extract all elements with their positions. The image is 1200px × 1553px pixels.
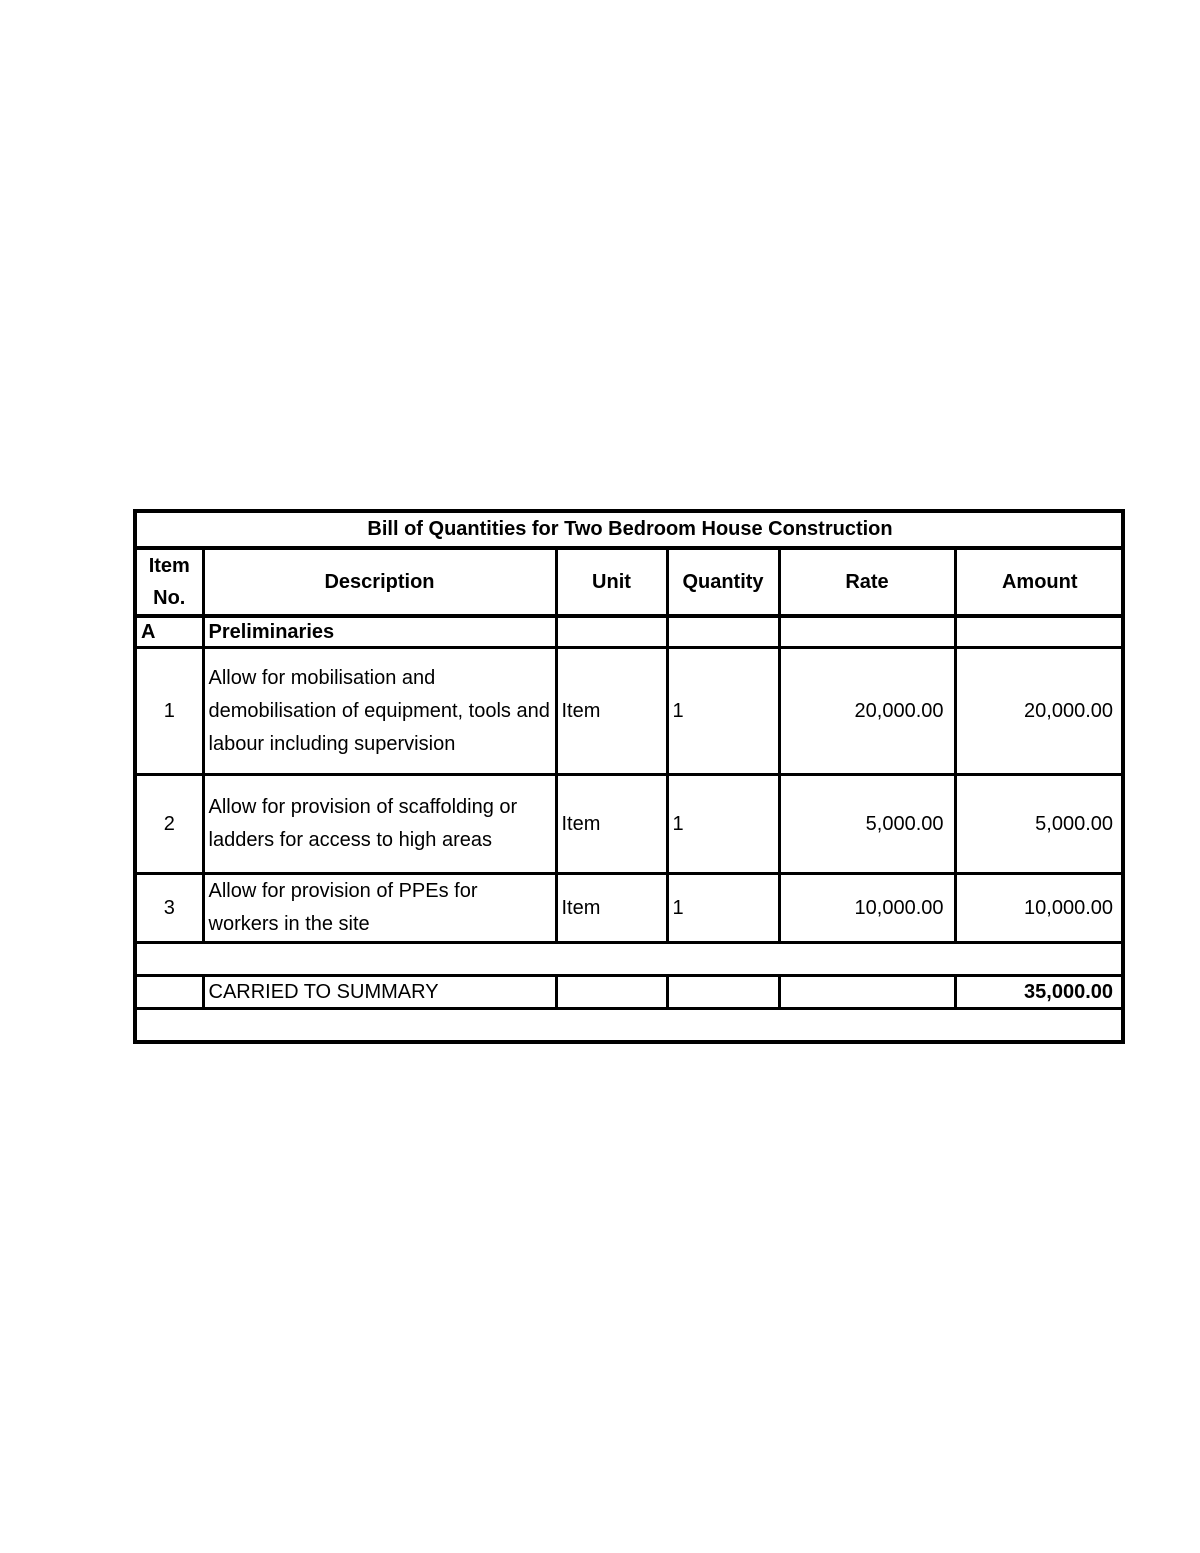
table-row [137, 648, 1123, 775]
header-rate: Rate [779, 548, 955, 616]
header-quantity: Quantity [667, 548, 779, 616]
header-amount: Amount [955, 548, 1123, 616]
summary-label: CARRIED TO SUMMARY [203, 976, 556, 1009]
blank-row [137, 943, 1123, 976]
empty-cell [667, 616, 779, 648]
item-rate: 10,000.00 [779, 874, 955, 943]
item-no: 1 [137, 648, 203, 775]
empty-cell [137, 943, 1123, 976]
table-title: Bill of Quantities for Two Bedroom House Construction [137, 513, 1123, 548]
item-no: 2 [137, 775, 203, 874]
table-title-row [137, 513, 1123, 548]
item-quantity: 1 [667, 874, 779, 943]
item-description: Allow for mobilisation and demobilisation of equipment, tools and labour including supervision [203, 648, 556, 775]
table-row [137, 874, 1123, 943]
item-amount: 10,000.00 [955, 874, 1123, 943]
item-rate: 5,000.00 [779, 775, 955, 874]
empty-cell [137, 976, 203, 1009]
item-description: Allow for provision of PPEs for workers in the site [203, 874, 556, 943]
header-item-no: Item No. [137, 548, 203, 616]
item-unit: Item [556, 775, 667, 874]
item-unit: Item [556, 874, 667, 943]
section-row [137, 616, 1123, 648]
item-quantity: 1 [667, 775, 779, 874]
blank-row [137, 1009, 1123, 1041]
header-unit: Unit [556, 548, 667, 616]
item-amount: 5,000.00 [955, 775, 1123, 874]
item-quantity: 1 [667, 648, 779, 775]
empty-cell [779, 976, 955, 1009]
section-title: Preliminaries [203, 616, 556, 648]
section-code: A [137, 616, 203, 648]
empty-cell [955, 616, 1123, 648]
empty-cell [556, 976, 667, 1009]
empty-cell [779, 616, 955, 648]
item-unit: Item [556, 648, 667, 775]
item-description: Allow for provision of scaffolding or ladders for access to high areas [203, 775, 556, 874]
item-no: 3 [137, 874, 203, 943]
item-rate: 20,000.00 [779, 648, 955, 775]
item-amount: 20,000.00 [955, 648, 1123, 775]
boq-sheet [133, 509, 1125, 1044]
table-row [137, 775, 1123, 874]
summary-row [137, 976, 1123, 1009]
empty-cell [137, 1009, 1123, 1041]
header-description: Description [203, 548, 556, 616]
header-row [137, 548, 1123, 616]
empty-cell [667, 976, 779, 1009]
empty-cell [556, 616, 667, 648]
summary-total: 35,000.00 [955, 976, 1123, 1009]
bill-of-quantities-table [137, 513, 1123, 1040]
